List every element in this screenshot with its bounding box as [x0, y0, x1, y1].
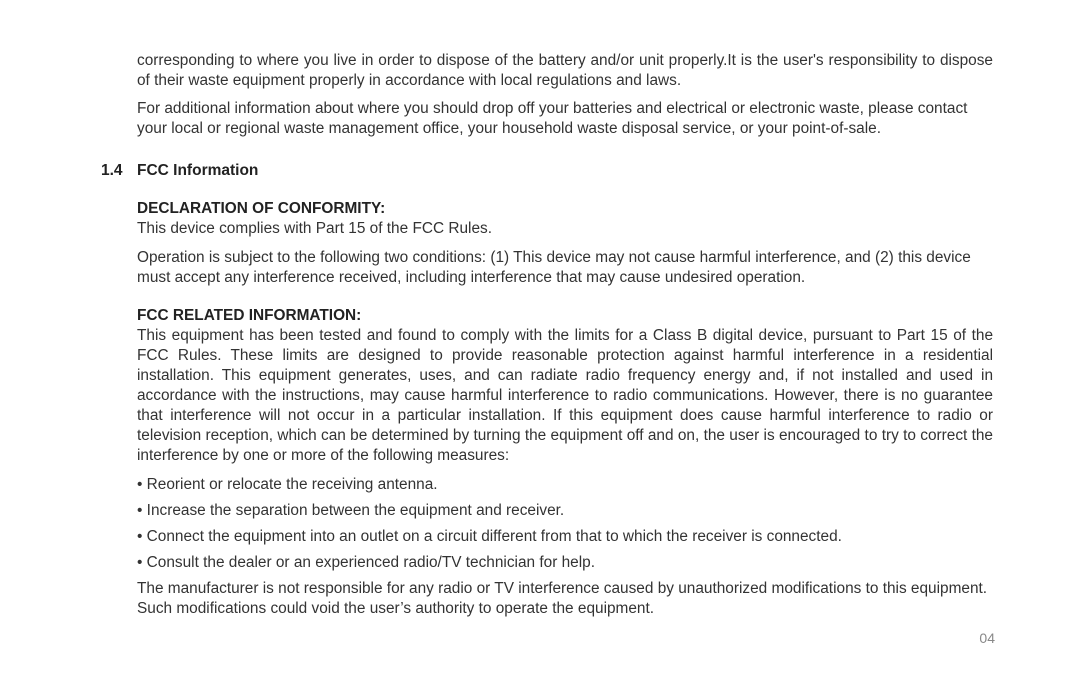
measure-item: • Increase the separation between the equipment and receiver.	[137, 502, 565, 519]
section-number: 1.4	[101, 162, 123, 179]
fcc-related-paragraph: This equipment has been tested and found to comply with the limits for a Class B digital device, pursuant to Part 15 of the FCC Rules. These limits are designed to provide reasonable protection against harmful interference in a residential installation. This equipment generates, uses, and can radiate radio frequency energy and, if not installed and used in accordance with the instructions, may cause harmful interference to radio communications. However, there is no guarantee that interference will not occur in a particular installation. If this equipment does cause harmful interference to radio or television reception, which can be determined by turning the equipment off and on, the user is encouraged to try to correct the interference by one or more of the following measures:	[137, 327, 993, 464]
section-heading	[101, 161, 258, 181]
declaration-heading: DECLARATION OF CONFORMITY:	[137, 200, 386, 217]
additional-info-paragraph: For additional information about where you should drop off your batteries and electrical or electronic waste, please contact your local or regional waste management office, your household waste disposal service, or your point-of-sale.	[137, 100, 968, 137]
declaration-text: This device complies with Part 15 of the FCC Rules.	[137, 220, 492, 237]
disposal-paragraph: corresponding to where you live in order to dispose of the battery and/or unit properly.It is the user's responsibility to dispose of their waste equipment properly in accordance with local regulations and laws.	[137, 52, 993, 89]
fcc-related-heading: FCC RELATED INFORMATION:	[137, 307, 362, 324]
measure-item: • Consult the dealer or an experienced radio/TV technician for help.	[137, 554, 595, 571]
operation-conditions-paragraph: Operation is subject to the following two conditions: (1) This device may not cause harmful interference, and (2) this device must accept any interference received, including interference that may cause undesired operation.	[137, 249, 971, 286]
measure-item: • Reorient or relocate the receiving antenna.	[137, 476, 438, 493]
manufacturer-disclaimer: The manufacturer is not responsible for any radio or TV interference caused by unauthorized modifications to this equipment. Such modifications could void the user’s authority to operate the equipment.	[137, 580, 988, 617]
page-number: 04	[979, 630, 995, 646]
section-title: FCC Information	[137, 162, 259, 179]
measure-item: • Connect the equipment into an outlet on a circuit different from that to which the receiver is connected.	[137, 528, 842, 545]
